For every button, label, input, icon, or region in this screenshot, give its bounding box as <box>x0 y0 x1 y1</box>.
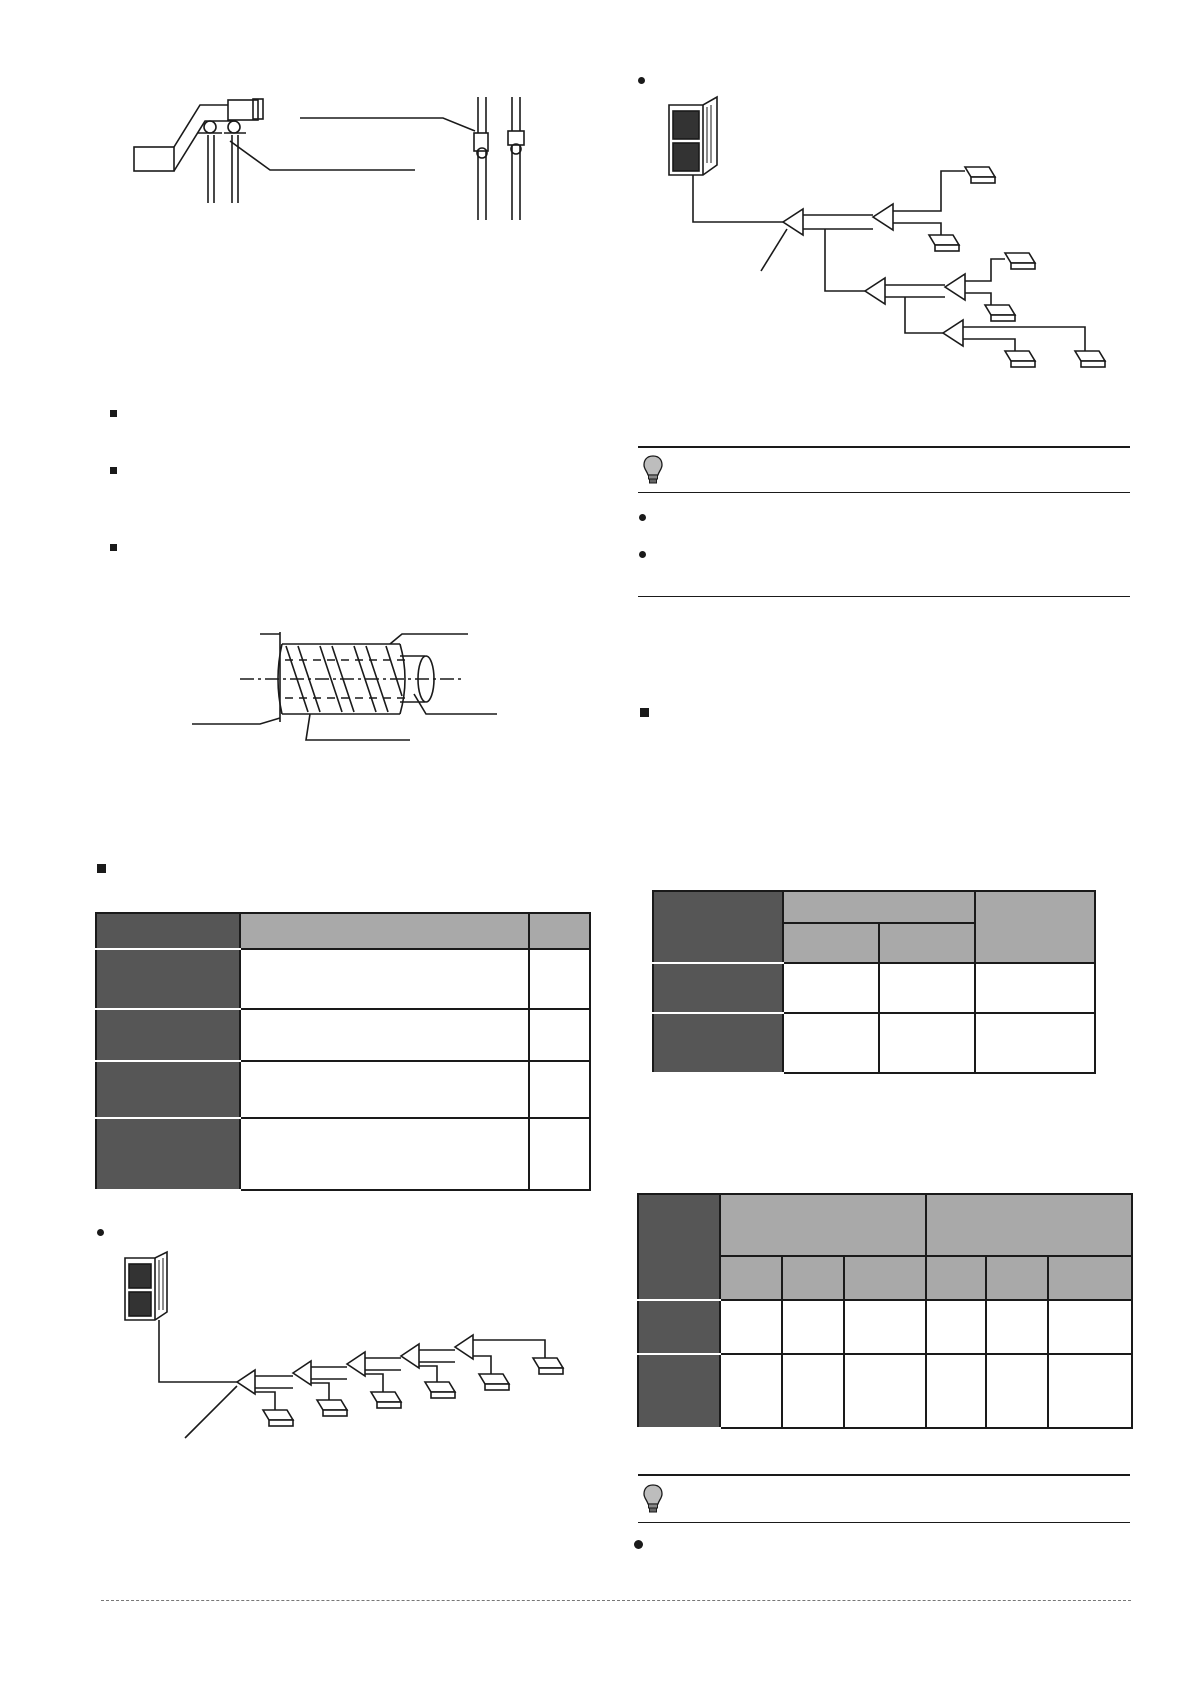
table-r1-subheader-1 <box>783 923 879 963</box>
pipe-support-drawing <box>130 95 550 225</box>
table-r1-header-last <box>975 891 1095 963</box>
table-r2-row-label <box>638 1300 720 1354</box>
table-r2-cell <box>986 1354 1048 1428</box>
branch-piping-diagram <box>665 95 1125 385</box>
table-r2-cell <box>782 1300 844 1354</box>
table-r2-row-label <box>638 1354 720 1428</box>
table-r2-cell <box>844 1300 926 1354</box>
table-r1-cell <box>783 1013 879 1073</box>
table-r1-cell <box>879 1013 975 1073</box>
table-r2-cell <box>782 1354 844 1428</box>
tip-bullet-1 <box>639 514 646 521</box>
tip2-box-header-rule <box>638 1522 1130 1523</box>
table-r2-cell <box>1048 1300 1132 1354</box>
table-r1-row-label <box>653 963 783 1013</box>
tip-box-top-rule <box>638 446 1130 448</box>
tip-box-header-rule <box>638 492 1130 493</box>
table-left-row-label <box>96 1009 240 1061</box>
table-r2-subheader <box>782 1256 844 1300</box>
section-marker-right <box>640 708 649 717</box>
footer-dashed-rule <box>101 1600 1131 1601</box>
tip-bullet-2 <box>639 551 646 558</box>
outdoor-unit-icon <box>125 1252 167 1320</box>
table-r2-cell <box>926 1300 986 1354</box>
table-r2-cell <box>1048 1354 1132 1428</box>
table-r2-subheader <box>926 1256 986 1300</box>
table-r2-subheader <box>720 1256 782 1300</box>
spec-table-right-1 <box>652 890 1096 1074</box>
diagram-bullet-right <box>638 77 645 84</box>
table-r2-cell <box>986 1300 1048 1354</box>
table-left-row-label <box>96 1118 240 1190</box>
insulation-wrap-drawing <box>190 630 510 745</box>
table-left-row-value <box>529 1118 590 1190</box>
outdoor-unit-icon <box>669 97 717 175</box>
tip-box-bottom-rule <box>638 596 1130 597</box>
table-r2-header-corner <box>638 1194 720 1300</box>
table-r1-cell <box>879 963 975 1013</box>
table-r2-subheader <box>1048 1256 1132 1300</box>
table-left-row-label <box>96 1061 240 1118</box>
table-r2-cell <box>720 1300 782 1354</box>
table-r1-header-corner <box>653 891 783 963</box>
table-r1-cell <box>975 1013 1095 1073</box>
table-r2-header-group-1 <box>720 1194 926 1256</box>
tip2-bullet-1 <box>634 1540 643 1549</box>
table-r1-header-group <box>783 891 975 923</box>
table-r1-cell <box>783 963 879 1013</box>
table-r1-row-label <box>653 1013 783 1073</box>
table-left-header-2 <box>240 913 529 949</box>
linear-piping-diagram <box>115 1250 595 1450</box>
bullet-marker-1 <box>110 410 117 417</box>
table-r2-cell <box>926 1354 986 1428</box>
spec-table-left <box>95 912 591 1191</box>
spec-table-right-2 <box>637 1193 1133 1429</box>
bullet-marker-3 <box>110 544 117 551</box>
table-r2-header-group-2 <box>926 1194 1132 1256</box>
table-left-row-desc <box>240 1009 529 1061</box>
table-left-row-desc <box>240 1061 529 1118</box>
table-left-row-desc <box>240 949 529 1009</box>
table-r2-cell <box>844 1354 926 1428</box>
table-left-row-value <box>529 949 590 1009</box>
table-left-header-3 <box>529 913 590 949</box>
table-left-row-label <box>96 949 240 1009</box>
table-left-row-value <box>529 1061 590 1118</box>
table-r2-cell <box>720 1354 782 1428</box>
lightbulb-icon <box>643 455 663 485</box>
table-r2-subheader <box>844 1256 926 1300</box>
tip2-box-top-rule <box>638 1474 1130 1476</box>
table-r2-subheader <box>986 1256 1048 1300</box>
table-left-row-value <box>529 1009 590 1061</box>
bullet-marker-2 <box>110 467 117 474</box>
diagram-bullet-left <box>97 1229 104 1236</box>
table-left-row-desc <box>240 1118 529 1190</box>
table-left-header-1 <box>96 913 240 949</box>
section-marker-left <box>97 864 106 873</box>
lightbulb-icon <box>643 1484 663 1514</box>
table-r1-cell <box>975 963 1095 1013</box>
table-r1-subheader-2 <box>879 923 975 963</box>
